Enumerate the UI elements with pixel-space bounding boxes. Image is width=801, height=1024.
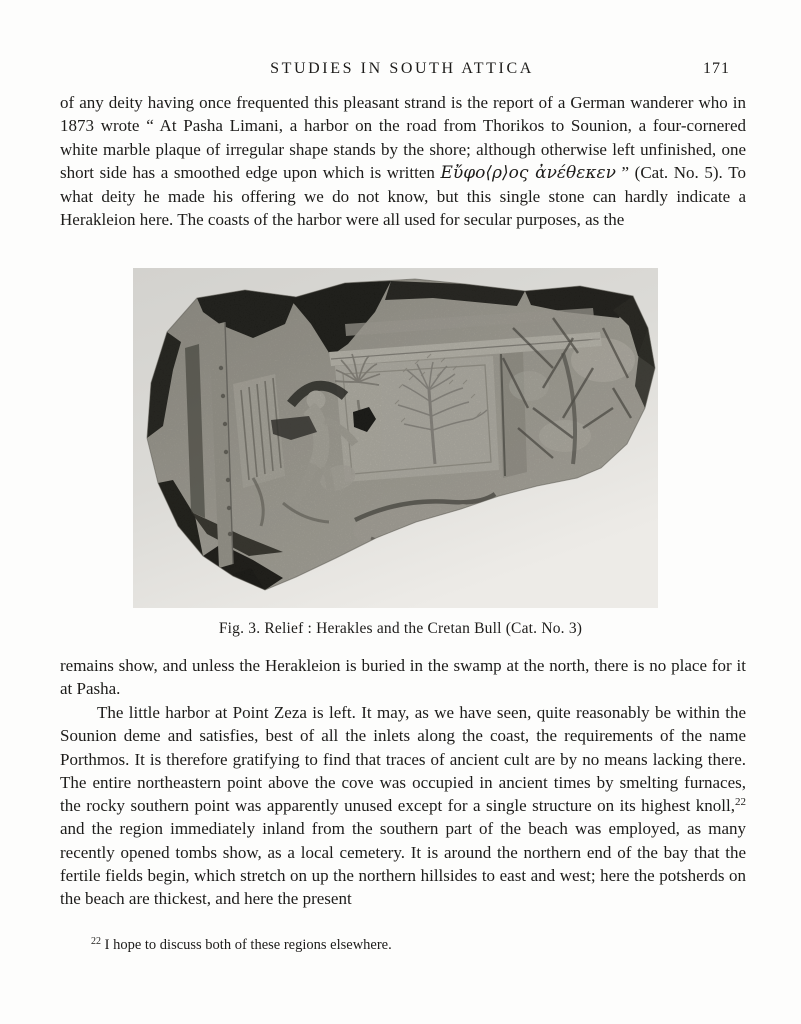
- paragraph-1-text-after-inscription: ” (Cat. No. 5). To what deity he made his offering we do not know, but this single stone can hardly indicate a Herakleion here. The coasts of the harbor were all used for secular purposes, as the: [60, 162, 747, 230]
- relief-photo-drawing: [133, 268, 658, 608]
- footnote: [60, 937, 746, 954]
- paragraph-1-text-before-inscription: of any deity having once frequented this pleasant strand is the report of a German wanderer who in 1873 wrote “ At Pasha Limani, a harbor on the road from Thorikos to Sounion, a four-cornered white marble plaque of irregular shape stands by the shore; although otherwise left unfinished, one short side has a smoothed edge upon which is written: [60, 93, 746, 182]
- page-number: 171: [703, 60, 730, 77]
- header-title: STUDIES IN SOUTH ATTICA: [270, 60, 534, 77]
- greek-inscription: Εὔφο⟨ρ⟩ος ἀνέθεκεν: [440, 162, 616, 183]
- running-header: [58, 60, 746, 80]
- footnote-marker: 22: [91, 936, 101, 947]
- figure-3-photograph: [133, 268, 658, 608]
- paragraph-3-text-before-ref: The little harbor at Point Zeza is left. It may, as we have seen, quite reasonably be within the Sounion deme and satisfies, best of all the inlets along the coast, the requirements of the name Porthmos. It is therefore gratifying to find that traces of ancient cult are by no means lacking there. The entire northeastern point above the cove was occupied in ancient times by smelting furnaces, the rocky southern point was apparently unused except for a single structure on its highest knoll,: [60, 703, 746, 816]
- paragraph-2: remains show, and unless the Herakleion is buried in the swamp at the north, there is no place for it at Pasha.: [60, 656, 746, 699]
- paragraph-3-text-after-ref: and the region immediately inland from the southern part of the beach was employed, as many recently opened tombs show, as a local cemetery. It is around the northern end of the bay that the fertile fields begin, which stretch on up the northern hillsides to east and west; here the potsherds on the beach are thickest, and here the present: [60, 819, 746, 909]
- footnote-reference-22: 22: [735, 796, 746, 809]
- paragraph-3: [60, 701, 746, 911]
- footnote-text: I hope to discuss both of these regions elsewhere.: [104, 937, 392, 953]
- paragraph-1: [60, 91, 746, 232]
- figure-caption: Fig. 3. Relief : Herakles and the Cretan Bull (Cat. No. 3): [218, 620, 583, 637]
